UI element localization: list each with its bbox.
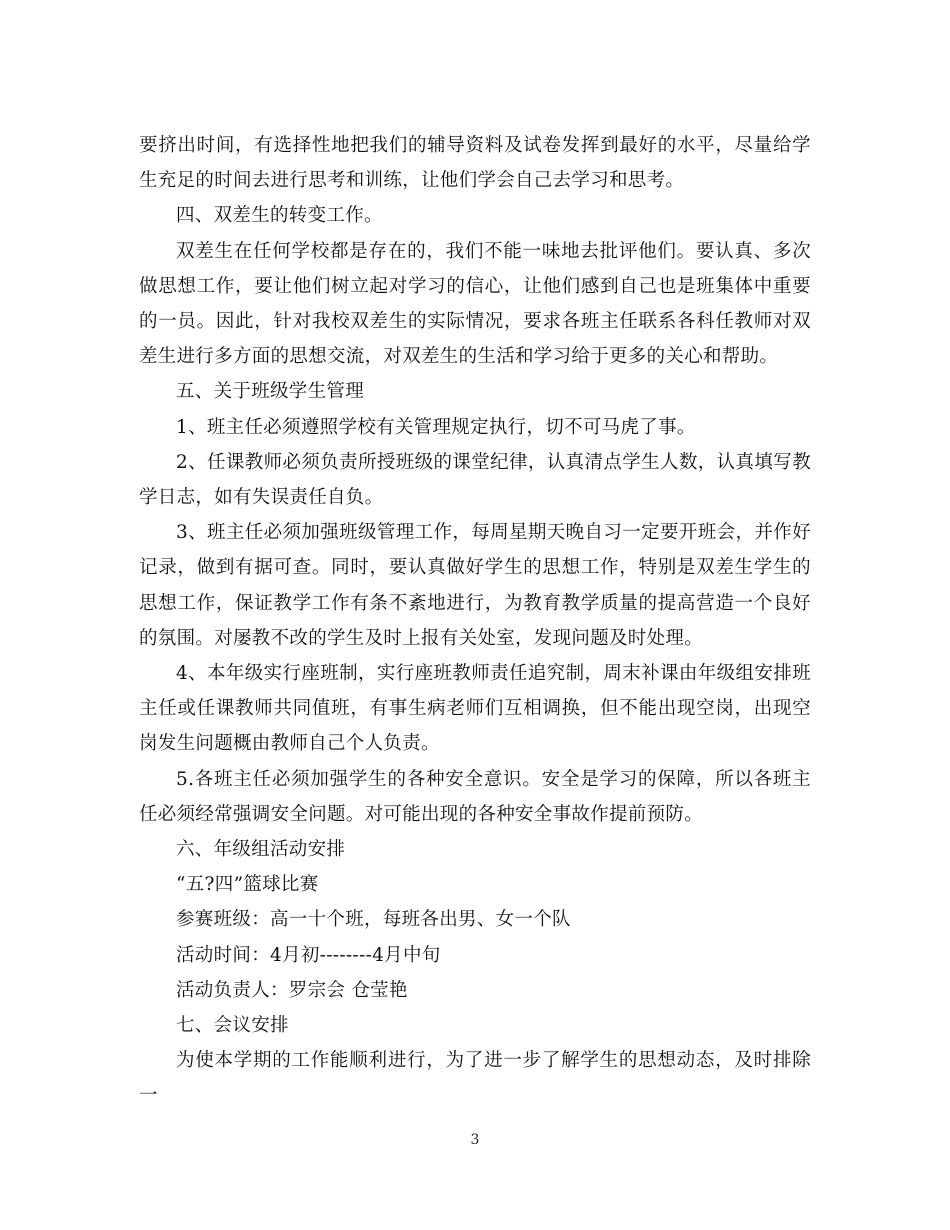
paragraph-1: 要挤出时间，有选择性地把我们的辅导资料及试卷发挥到最好的水平，尽量给学生充足的时间去进行思考和训练，让他们学会自己去学习和思考。 xyxy=(139,135,811,192)
section-heading-6: 六、年级组活动安排 xyxy=(176,839,346,861)
section-heading-5: 五、关于班级学生管理 xyxy=(176,381,365,403)
list-item-5: 5.各班主任必须加强学生的各种安全意识。安全是学习的保障，所以各班主任必须经常强调安全问题。对可能出现的各种安全事故作提前预防。 xyxy=(139,768,811,825)
list-item-1: 1、班主任必须遵照学校有关管理规定执行，切不可马虎了事。 xyxy=(176,416,696,438)
page-number: 3 xyxy=(470,1132,480,1148)
paragraph-3: 双差生在任何学校都是存在的，我们不能一味地去批评他们。要认真、多次做思想工作，要让他们树立起对学习的信心，让他们感到自己也是班集体中重要的一员。因此，针对我校双差生的实际情况，要求各班主任联系各科任教师对双差生进行多方面的思想交流，对双差生的生活和学习给于更多的关心和帮助。 xyxy=(139,240,811,368)
list-item-3: 3、班主任必须加强班级管理工作，每周星期天晚自习一定要开班会，并作好记录，做到有据可查。同时，要认真做好学生的思想工作，特别是双差生学生的思想工作，保证教学工作有条不紊地进行，为教育教学质量的提高营造一个良好的氛围。对屡教不改的学生及时上报有关处室，发现问题及时处理。 xyxy=(139,522,811,649)
document-body xyxy=(139,128,811,1114)
section-heading-4: 四、双差生的转变工作。 xyxy=(176,205,383,227)
list-item-4: 4、本年级实行座班制，实行座班教师责任追究制，周末补课由年级组安排班主任或任课教师共同值班，有事生病老师们互相调换，但不能出现空岗，出现空岗发生问题概由教师自己个人负责。 xyxy=(139,663,811,755)
activity-title: “五?四”篮球比赛 xyxy=(176,874,319,896)
section-heading-7: 七、会议安排 xyxy=(176,1015,289,1037)
activity-leaders: 活动负责人：罗宗会 仓莹艳 xyxy=(176,979,408,1001)
activity-time: 活动时间：4月初--------4月中旬 xyxy=(176,944,441,966)
paragraph-last: 为使本学期的工作能顺利进行，为了进一步了解学生的思想动态，及时排除一 xyxy=(139,1050,811,1107)
activity-classes: 参赛班级：高一十个班，每班各出男、女一个队 xyxy=(176,909,571,931)
list-item-2: 2、任课教师必须负责所授班级的课堂纪律，认真清点学生人数，认真填写教学日志，如有失误责任自负。 xyxy=(139,451,811,509)
